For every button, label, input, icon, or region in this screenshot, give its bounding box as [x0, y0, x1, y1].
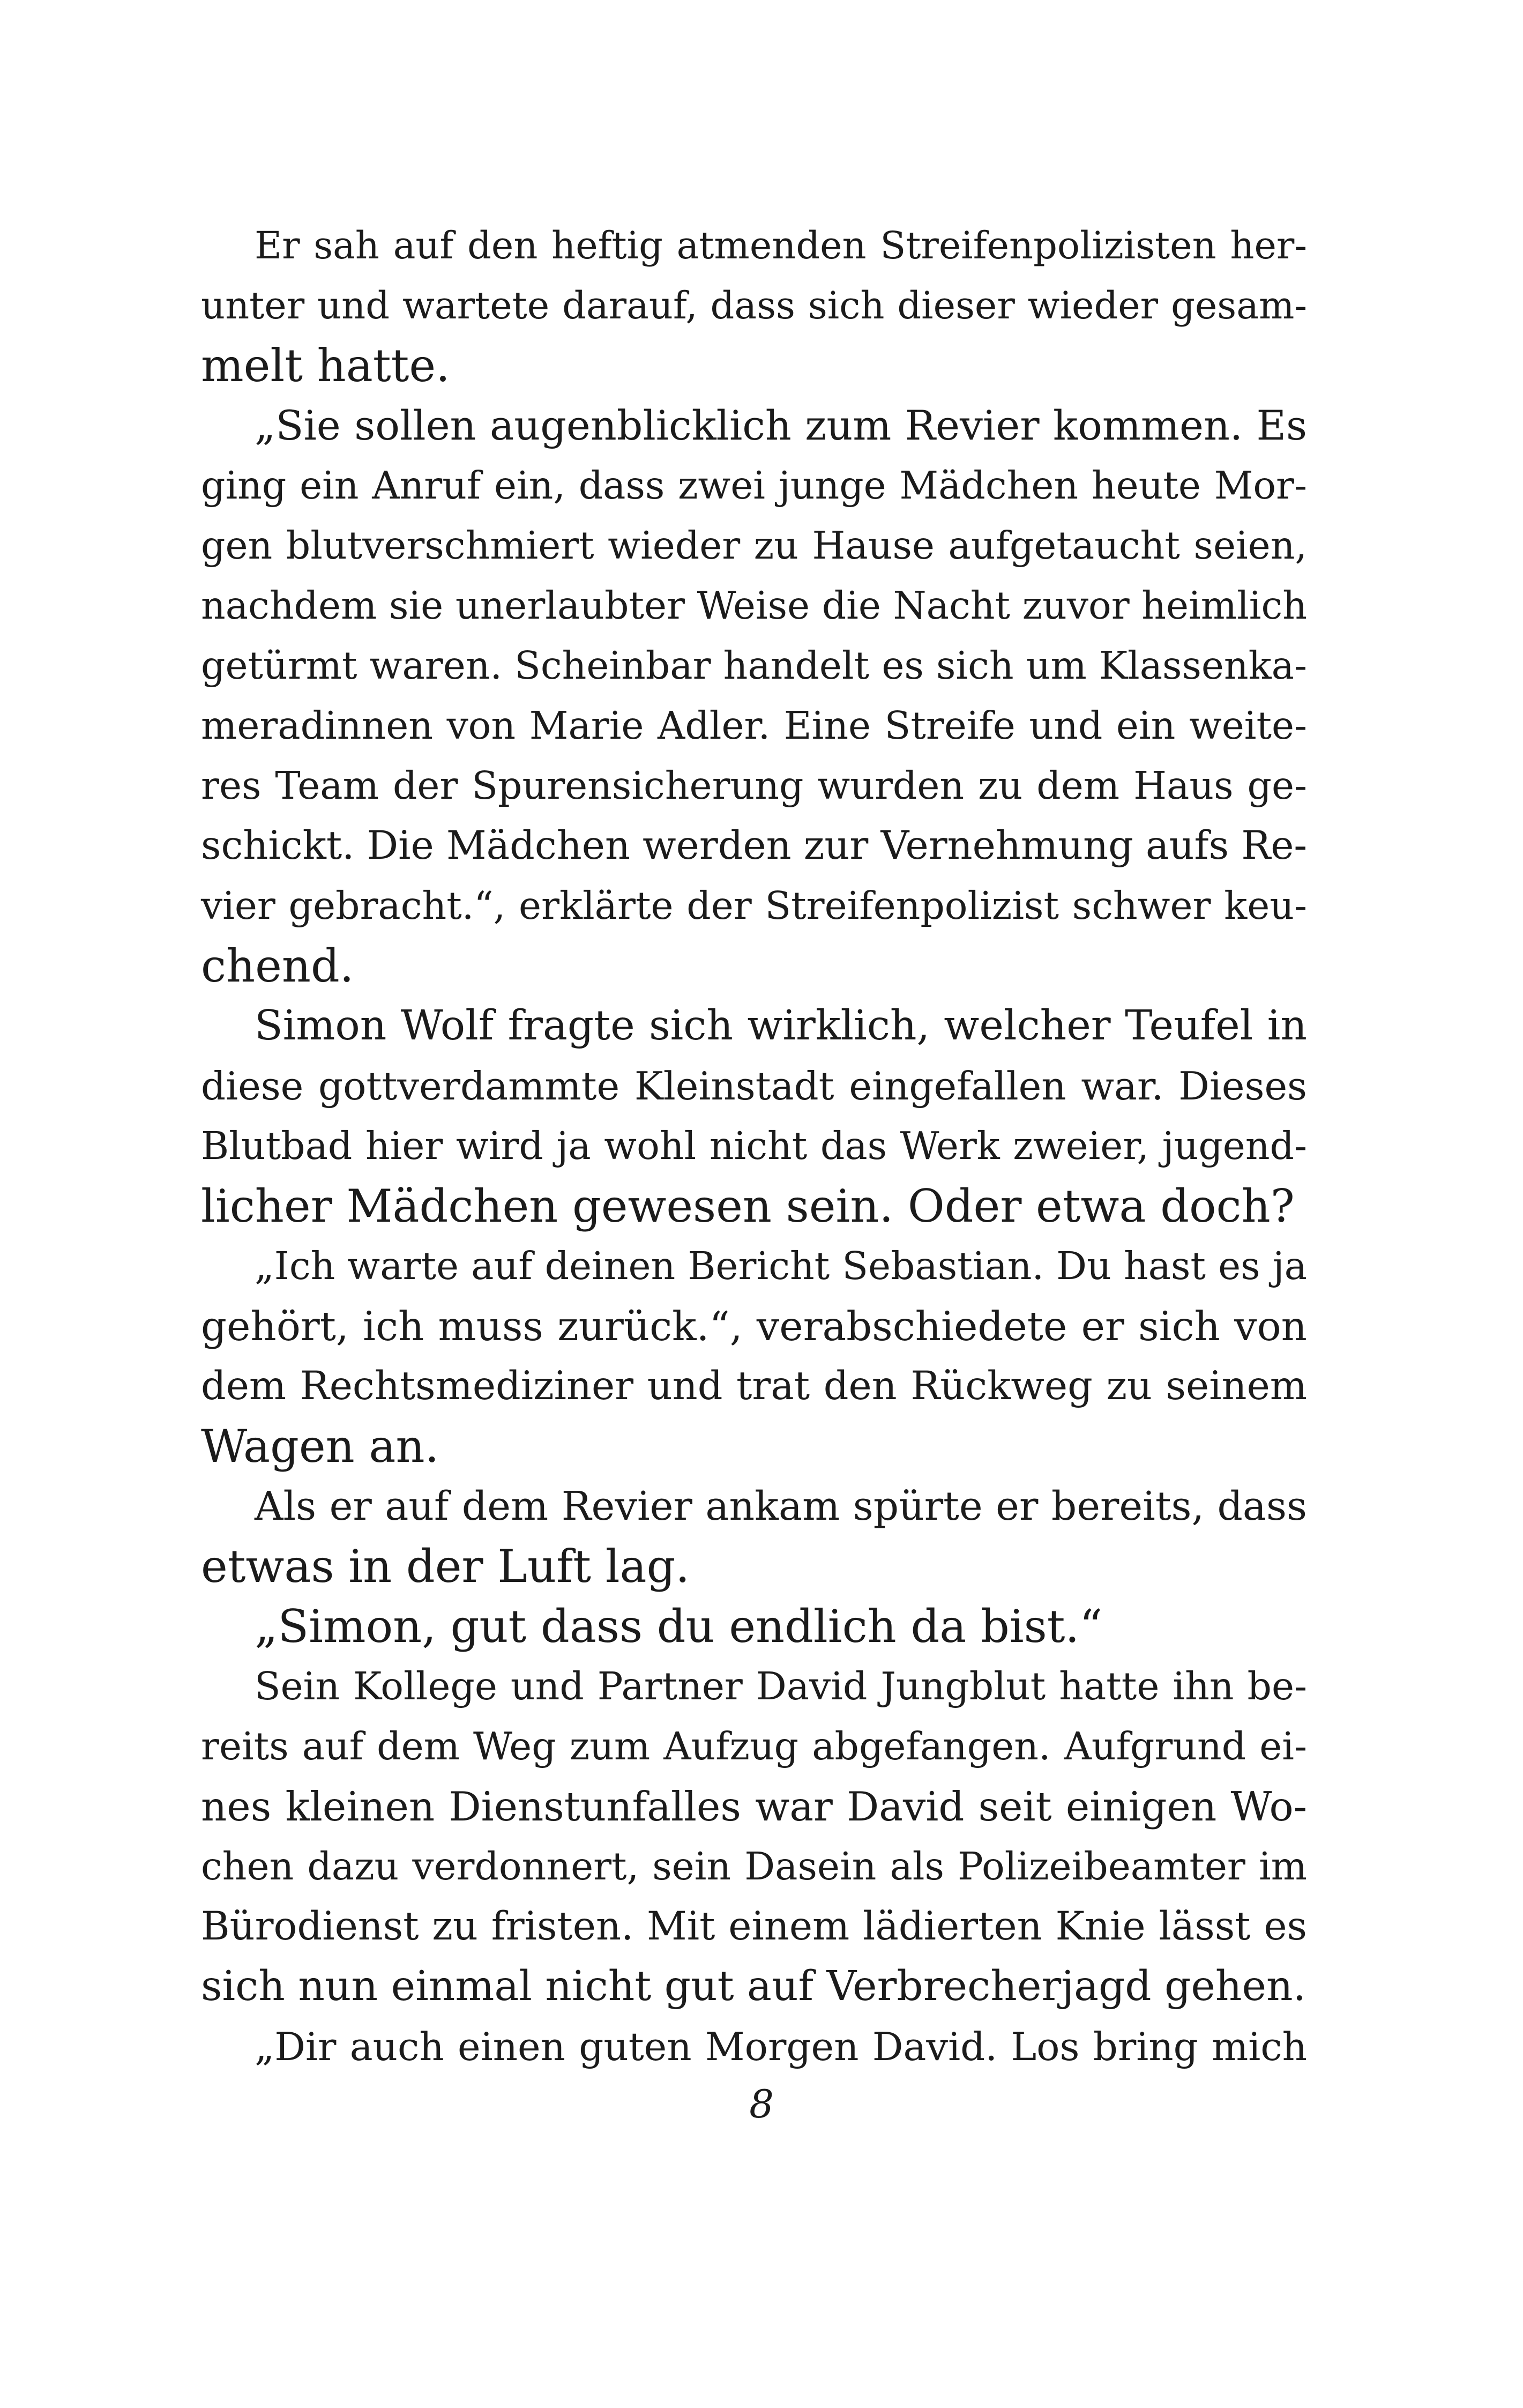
text-line: sich nun einmal nicht gut auf Verbrecherjagd gehen.	[201, 1963, 1307, 2010]
text-line: vier gebracht.“, erklärte der Streifenpolizist schwer keu-	[201, 883, 1307, 928]
text-line: diese gottverdammte Kleinstadt eingefallen war. Dieses	[201, 1064, 1307, 1109]
text-line: „Sie sollen augenblicklich zum Revier kommen. Es	[255, 402, 1307, 449]
text-line: gen blutverschmiert wieder zu Hause aufgetaucht seien,	[201, 523, 1307, 568]
text-line: Als er auf dem Revier ankam spürte er bereits, dass	[255, 1483, 1307, 1529]
text-line: dem Rechtsmediziner und trat den Rückweg zu seinem	[201, 1363, 1307, 1409]
text-line: „Dir auch einen guten Morgen David. Los bring mich	[255, 2024, 1307, 2069]
text-line: Sein Kollege und Partner David Jungblut hatte ihn be-	[255, 1664, 1307, 1708]
text-line: chen dazu verdonnert, sein Dasein als Polizeibeamter im	[201, 1844, 1307, 1889]
text-line: licher Mädchen gewesen sein. Oder etwa doch?	[201, 1180, 1295, 1232]
body-text	[201, 215, 1307, 2077]
text-line: schickt. Die Mädchen werden zur Vernehmung aufs Re-	[201, 823, 1308, 868]
text-line: „Ich warte auf deinen Bericht Sebastian. Du hast es ja	[255, 1244, 1307, 1288]
text-line: Wagen an.	[201, 1420, 439, 1473]
text-line: Bürodienst zu fristen. Mit einem lädierten Knie lässt es	[201, 1904, 1307, 1949]
text-line: ging ein Anruf ein, dass zwei junge Mädchen heute Mor-	[201, 463, 1307, 508]
text-line: getürmt waren. Scheinbar handelt es sich um Klassenka-	[201, 643, 1307, 688]
text-line: unter und wartete darauf, dass sich dieser wieder gesam-	[201, 284, 1307, 328]
text-line: Simon Wolf fragte sich wirklich, welcher Teufel in	[255, 1002, 1307, 1050]
text-line: chend.	[201, 940, 354, 992]
text-line: melt hatte.	[201, 339, 450, 392]
text-line: res Team der Spurensicherung wurden zu dem Haus ge-	[201, 763, 1307, 808]
page-number: 8	[749, 2082, 774, 2127]
text-line: reits auf dem Weg zum Aufzug abgefangen. Aufgrund ei-	[201, 1724, 1307, 1768]
text-line: nes kleinen Dienstunfalles war David seit einigen Wo-	[201, 1783, 1307, 1830]
text-line: nachdem sie unerlaubter Weise die Nacht zuvor heimlich	[201, 583, 1307, 628]
text-line: etwas in der Luft lag.	[201, 1540, 690, 1593]
text-line: gehört, ich muss zurück.“, verabschiedete er sich von	[201, 1303, 1307, 1350]
text-line: „Simon, gut dass du endlich da bist.“	[255, 1600, 1103, 1653]
text-line: Blutbad hier wird ja wohl nicht das Werk zweier, jugend-	[201, 1124, 1307, 1168]
text-line: meradinnen von Marie Adler. Eine Streife und ein weite-	[201, 703, 1307, 748]
text-line: Er sah auf den heftig atmenden Streifenpolizisten her-	[255, 224, 1307, 267]
